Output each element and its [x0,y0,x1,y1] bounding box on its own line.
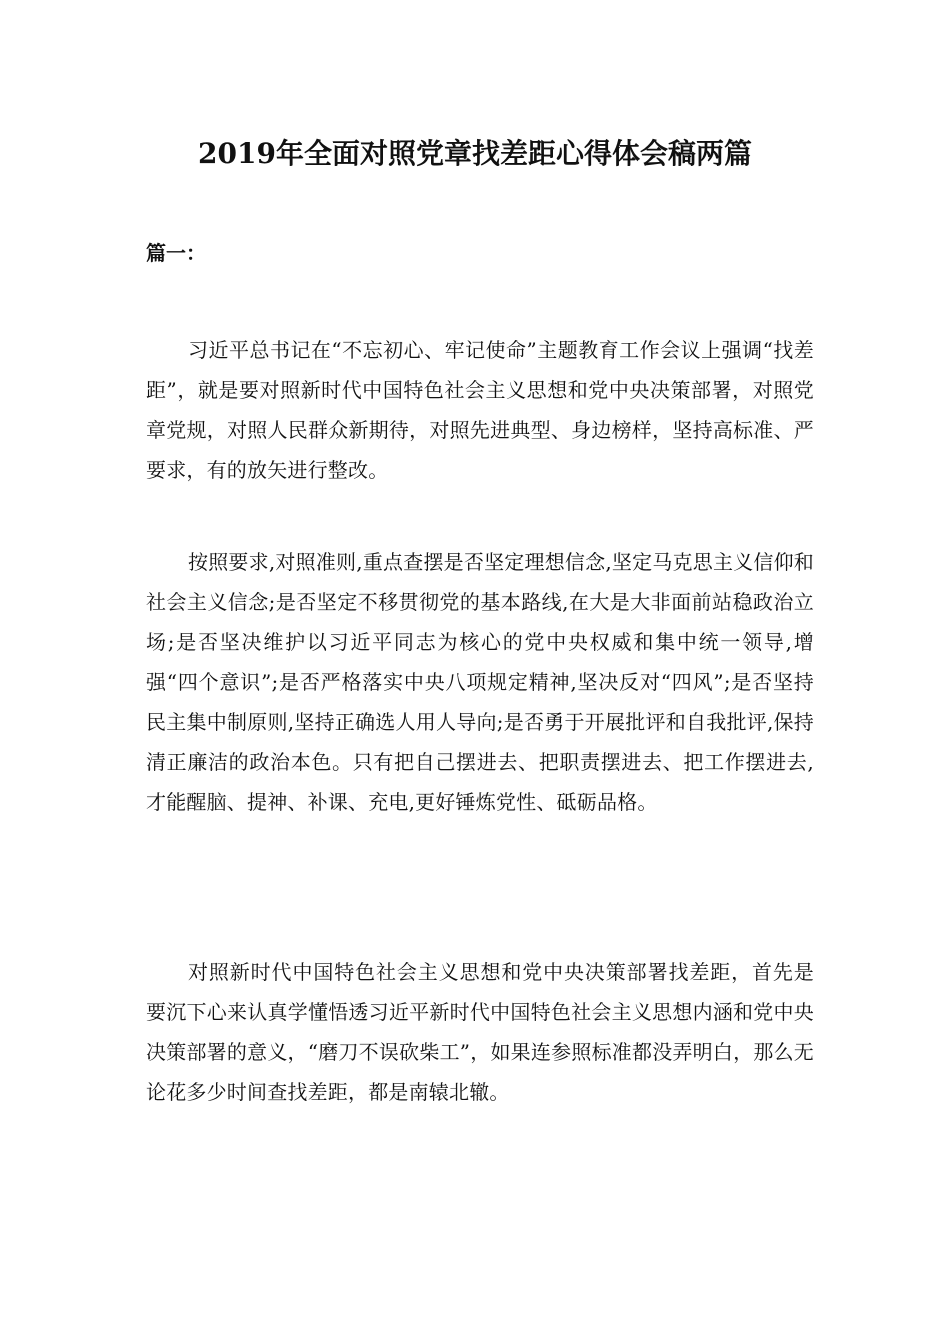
paragraph-2: 按照要求,对照准则,重点查摆是否坚定理想信念,坚定马克思主义信仰和社会主义信念;是否坚定不移贯彻党的基本路线,在大是大非面前站稳政治立场;是否坚决维护以习近平同志为核心的党中央权威和集中统一领导,增强“四个意识”;是否严格落实中央八项规定精神,坚决反对“四风”;是否坚持民主集中制原则,坚持正确选人用人导向;是否勇于开展批评和自我批评,保持清正廉洁的政治本色。只有把自己摆进去、把职责摆进去、把工作摆进去,才能醒脑、提神、补课、充电,更好锤炼党性、砥砺品格。 [146,550,814,814]
document-title: 2019年全面对照党章找差距心得体会稿两篇 [198,137,752,170]
paragraph-3: 对照新时代中国特色社会主义思想和党中央决策部署找差距，首先是要沉下心来认真学懂悟透习近平新时代中国特色社会主义思想内涵和党中央决策部署的意义，“磨刀不误砍柴工”，如果连参照标准都没弄明白，那么无论花多少时间查找差距，都是南辕北辙。 [146,960,814,1104]
paragraph-1: 习近平总书记在“不忘初心、牢记使命”主题教育工作会议上强调“找差距”，就是要对照新时代中国特色社会主义思想和党中央决策部署，对照党章党规，对照人民群众新期待，对照先进典型、身边榜样，坚持高标准、严要求，有的放矢进行整改。 [146,338,814,482]
section-heading: 篇一： [146,241,206,265]
